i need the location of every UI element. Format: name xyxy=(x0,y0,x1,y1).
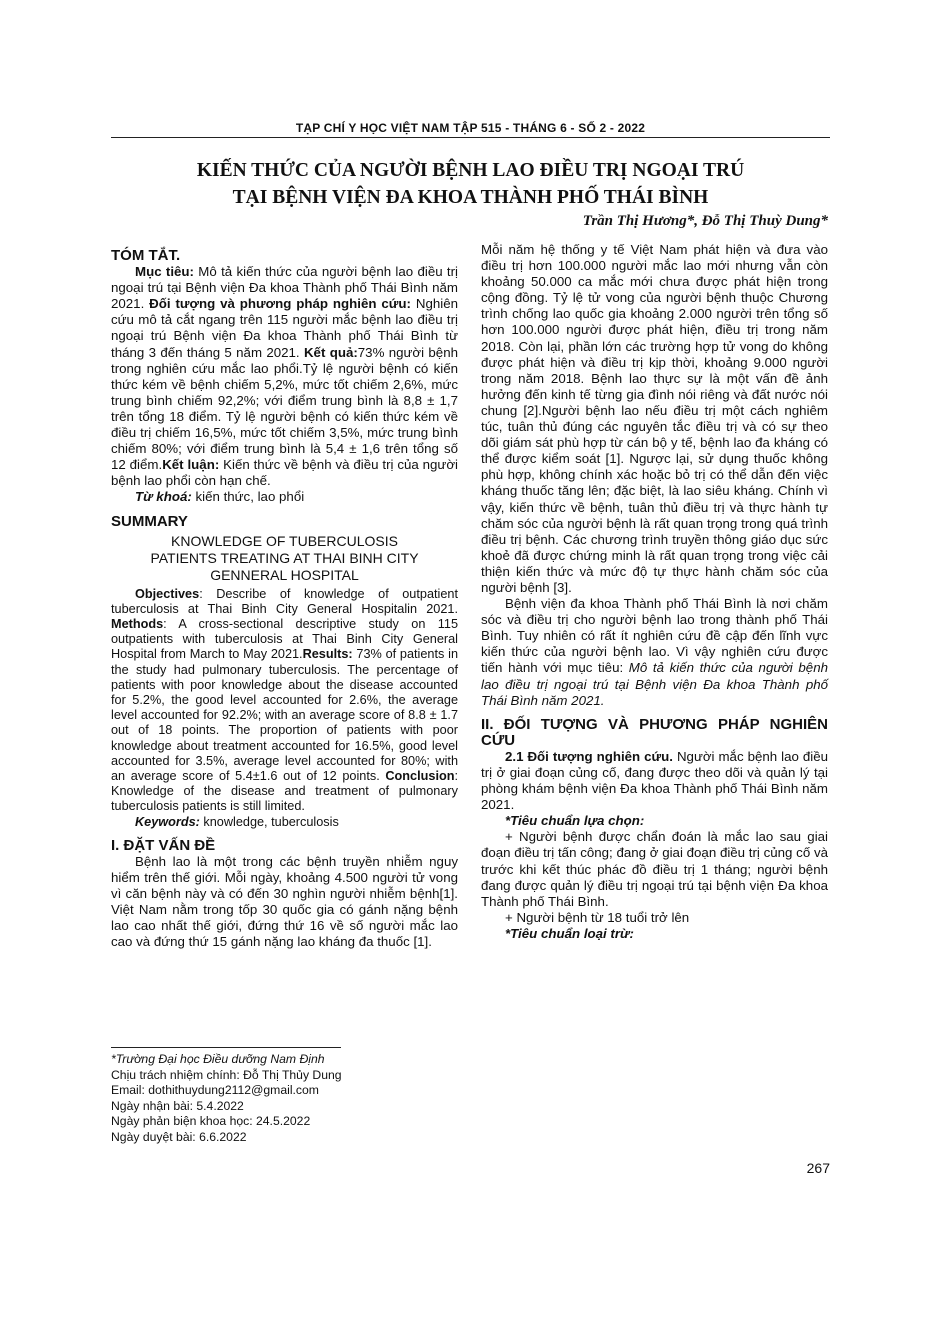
section2-1-text: Người mắc bệnh lao điều trị ở giai đoạn củng cố, đang được theo dõi và quản lý tại phòng khám bệnh viện Đa khoa Thành phố Thái Bình năm 2021. xyxy=(481,748,828,813)
keywords-en-text: knowledge, tuberculosis xyxy=(199,814,339,829)
page-number: 267 xyxy=(806,1160,830,1176)
received-date: Ngày nhận bài: 5.4.2022 xyxy=(111,1098,244,1113)
p3-objective: Mô tả kiến thức của người bệnh lao điều trị ngoại trú tại Bệnh viện Đa khoa Thành phố Thái Bình năm 2021. xyxy=(481,660,828,708)
email: Email: dothithuydung2112@gmail.com xyxy=(111,1083,319,1097)
results-text: 73% người bệnh trong nghiên cứu mắc lao phổi.Tỷ lệ người bệnh có kiến thức kém về bệnh chiếm 5,2%, mức tốt chiếm 2,6%, mức trung bình chiếm 92,2%; với điểm trung bình là 8,8 ± 1,7 trên tổng 18 điểm. Tỷ lệ người bệnh có kiến thức kém về điều trị chiếm 16,5%, mức tốt chiếm 3,5%, mức trung bình chiếm 80%; với điểm trung bình là 5,4 ± 1,6 trên tổng số 12 điểm. xyxy=(111,344,458,473)
keywords-vi-text: kiến thức, lao phổi xyxy=(191,489,305,505)
results-en-text: 73% of patients in the study had pulmonary tuberculosis. The percentage of patients with poor knowledge about the disease accounted for 5.2%, the good level accounted for 2.6%, the average level accounted for 92.2%; with an average score of 8.8 ± 1.7 out of 18 points. The proportion of patients with poor knowledge about treatment accounted for 16.5%, good level accounted for 3.5%, average level accounted for 80%; with an average score of 5.4±1.6 out of 12 points. xyxy=(111,647,459,784)
responsible-author: Chịu trách nhiệm chính: Đỗ Thị Thủy Dung xyxy=(111,1067,342,1082)
accepted-date: Ngày duyệt bài: 6.6.2022 xyxy=(111,1129,247,1144)
section1-paragraph-2: Mỗi năm hệ thống y tế Việt Nam phát hiện và đưa vào điều trị hơn 100.000 người mắc lao mới nhưng vẫn còn khoảng 50.000 ca mắc mới chưa được phát hiện trong cộng đồng. Tỷ lệ tử vong của người bệnh thuộc Chương trình chống lao quốc gia khoảng 2.000 người trên tổng số hơn 100.000 người được phát hiện, điều trị trong năm 2018. Còn lại, phần lớn các trường hợp tử vong do không được phát hiện và điều trị kịp thời, khoảng 9.000 người trong năm 2018. Bệnh lao thực sự là một vấn đề ảnh hưởng đến kinh tế từng gia đình nói riêng và đất nước nói chung [2].Người bệnh lao nếu điều trị một cách nghiêm túc, tuân thủ đúng các nguyên tắc điều trị và có sự theo dõi giám sát phù hợp từ cán bộ y tế, bệnh lao đa kháng có thể được kiểm soát [1]. Ngược lại, sử dụng thuốc không phù hợp, không chính xác hoặc bỏ trị có thể dẫn đến việc kháng thuốc tăng lên; đặc biệt, là lao siêu kháng. Chính vì vậy, kiến thức về bệnh, tuân thủ điều trị và thực hành tự chăm sóc của người bệnh là rất quan trọng trong quá trình điều trị bệnh. Các chương trình truyền thông giáo dục sức khoẻ đã được chứng minh là rất quan trọng trong việc cải thiện kiến thức và mức độ tự thực hành chăm sóc của người bệnh [3]. xyxy=(481,242,828,595)
journal-header: TẠP CHÍ Y HỌC VIỆT NAM TẬP 515 - THÁNG 6 - SỐ 2 - 2022 xyxy=(295,121,646,135)
objective-label: Mục tiêu: xyxy=(135,264,194,280)
inclusion-criteria-label: *Tiêu chuẩn lựa chọn: xyxy=(505,813,645,829)
article-title xyxy=(111,157,830,211)
keywords-vi-label: Từ khoá: xyxy=(135,489,192,505)
summary-heading: SUMMARY xyxy=(111,512,188,530)
title-line-1: KIẾN THỨC CỦA NGƯỜI BỆNH LAO ĐIỀU TRỊ NGOẠI TRÚ xyxy=(196,160,745,181)
abstract-en-body xyxy=(111,587,458,815)
methods-en-text: : A cross-sectional descriptive study on 115 outpatients with tuberculosis at Thai Binh City General Hospital from March to May 2021. xyxy=(111,617,458,662)
title-line-2: TẠI BỆNH VIỆN ĐA KHOA THÀNH PHỐ THÁI BÌNH xyxy=(232,187,709,208)
results-label: Kết quả: xyxy=(303,344,358,360)
methods-en-label: Methods xyxy=(111,617,164,631)
section1-heading: I. ĐẶT VẤN ĐỀ xyxy=(111,836,216,854)
left-column xyxy=(111,248,458,951)
conclusion-label: Kết luận: xyxy=(162,457,220,473)
p3-text: Bệnh viện đa khoa Thành phố Thái Bình là nơi chăm sóc và điều trị cho người bệnh lao trong thành phố Thái Bình. Tuy nhiên có rất ít nghiên cứu đề cập đến lĩnh vực kiến thức của người bệnh lao. Vì vậy nghiên cứu được tiến hành với mục tiêu: xyxy=(481,596,828,676)
footnotes xyxy=(111,1047,458,1145)
right-column xyxy=(481,242,828,942)
en-title-line-1: KNOWLEDGE OF TUBERCULOSIS xyxy=(171,532,398,549)
abstract-vi-body xyxy=(111,264,458,489)
section1-paragraph-3 xyxy=(481,596,828,709)
results-en-label: Results: xyxy=(302,647,353,662)
en-title-line-2: PATIENTS TREATING AT THAI BINH CITY xyxy=(150,549,419,566)
section2-heading: II. ĐỐI TƯỢNG VÀ PHƯƠNG PHÁP NGHIÊN CỨU xyxy=(481,715,828,749)
methods-label: Đối tượng và phương pháp nghiên cứu: xyxy=(149,296,411,312)
section2-1-label: 2.1 Đối tượng nghiên cứu. xyxy=(505,748,673,764)
affiliation: *Trường Đại học Điều dưỡng Nam Định xyxy=(111,1052,325,1066)
keywords-en-label: Keywords: xyxy=(135,814,200,829)
abstract-vi-heading: TÓM TẮT. xyxy=(111,247,181,264)
objectives-label: Objectives xyxy=(135,586,200,601)
section2-1 xyxy=(481,749,828,813)
objective-text: Mô tả kiến thức của người bệnh lao điều trị ngoại trú tại Bệnh viện Đa khoa Thành phố Thái Bình năm 2021. xyxy=(111,264,459,312)
authors: Trần Thị Hương*, Đỗ Thị Thuỳ Dung* xyxy=(582,213,828,229)
conclusion-en-text: : Knowledge of the disease and treatment of pulmonary tuberculosis patients is still limited. xyxy=(111,769,458,814)
conclusion-text: Kiến thức về bệnh và điều trị của người bệnh lao phổi còn hạn chế. xyxy=(111,457,458,489)
keywords-en xyxy=(111,815,458,830)
inclusion-criterion-2: + Người bệnh từ 18 tuổi trở lên xyxy=(505,909,690,925)
section1-paragraph-1: Bệnh lao là một trong các bệnh truyền nhiễm nguy hiểm trên thế giới. Mỗi ngày, khoảng 4.500 người tử vong vì căn bệnh này và có đến 30 nghìn người nhiễm bệnh[1]. Việt Nam nằm trong tốp 30 quốc gia có gánh nặng bệnh lao cao nhất thế giới, đứng thứ 16 về số người mắc lao cao và đứng thứ 15 gánh nặng lao kháng đa thuốc [1]. xyxy=(111,853,458,950)
keywords-vi xyxy=(111,489,458,505)
exclusion-criteria-label: *Tiêu chuẩn loại trừ: xyxy=(505,925,634,941)
methods-text: Nghiên cứu mô tả cắt ngang trên 115 người mắc bệnh lao điều trị ngoại trú Bệnh viện Đa khoa Thành phố Thái Bình từ tháng 3 đến tháng 5 năm 2021. xyxy=(111,296,458,360)
en-title xyxy=(111,533,458,584)
reviewed-date: Ngày phản biện khoa học: 24.5.2022 xyxy=(111,1114,311,1128)
conclusion-en-label: Conclusion xyxy=(385,769,455,784)
footnote-rule xyxy=(111,1047,341,1048)
en-title-line-3: GENNERAL HOSPITAL xyxy=(210,566,359,583)
header-rule xyxy=(111,137,830,138)
inclusion-criterion-1: + Người bệnh được chẩn đoán là mắc lao sau giai đoạn điều trị tấn công; đang ở giai đoạn điều trị củng cố và trước khi kết thúc phác đồ điều trị 1 tháng; người bệnh đang được quản lý điều trị ngoại trú tại bệnh viện Đa khoa Thành phố Thái Bình. xyxy=(481,829,828,909)
objectives-text: : Describe of knowledge of outpatient tuberculosis at Thai Binh City General Hospitalin 2021. xyxy=(111,586,458,616)
